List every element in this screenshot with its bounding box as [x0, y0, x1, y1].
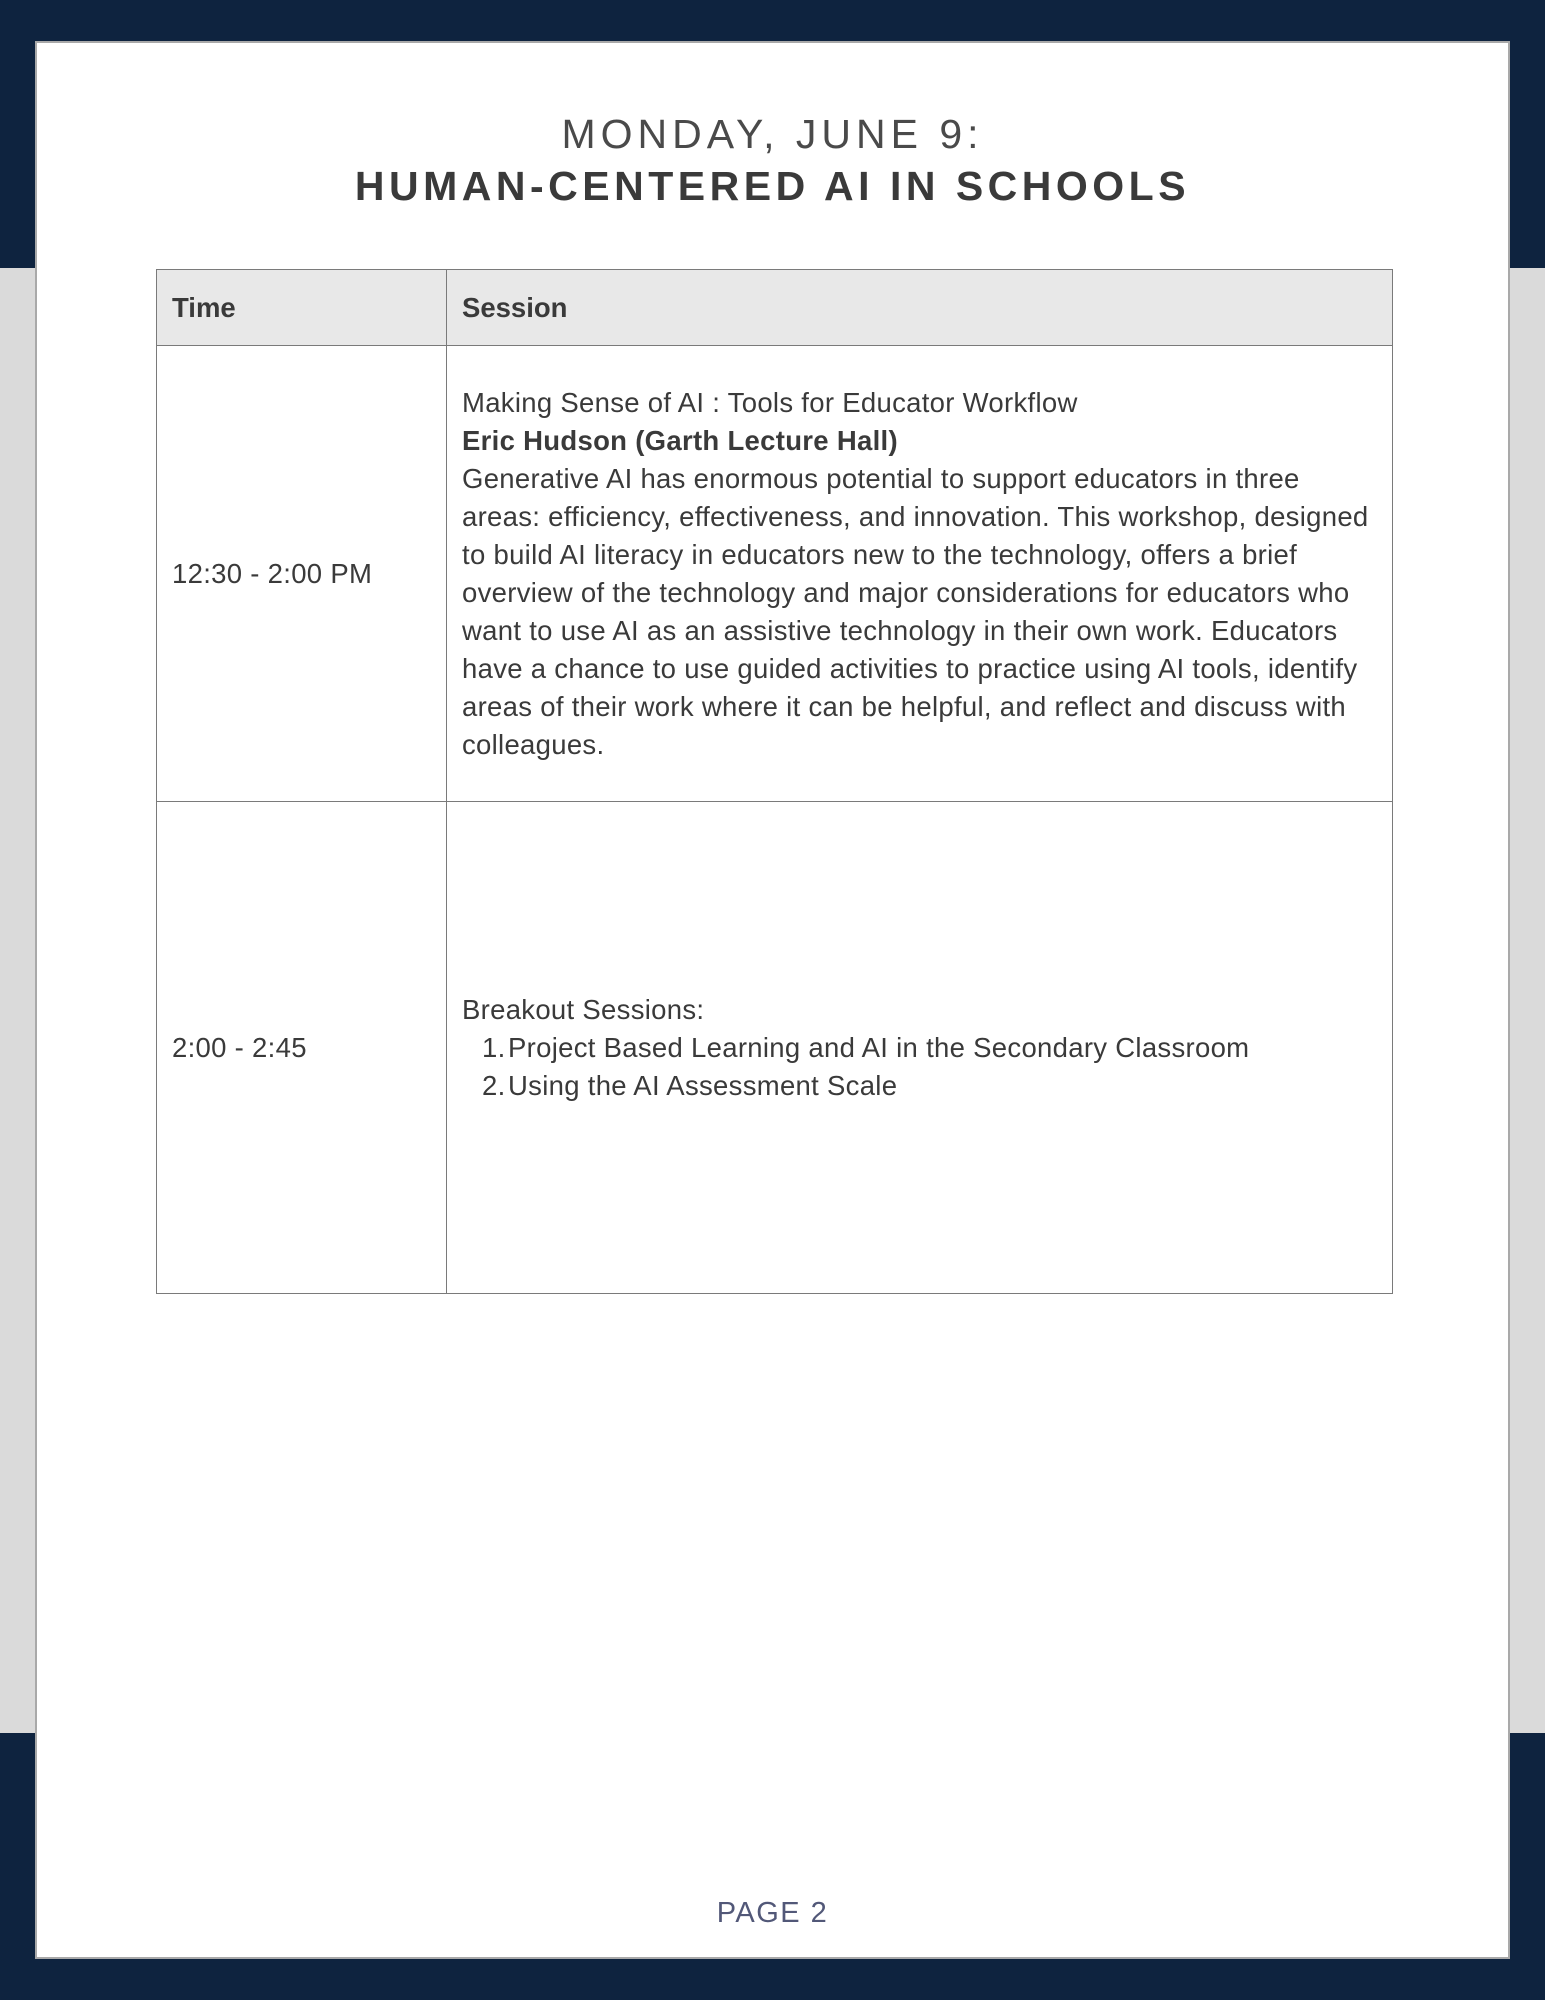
- list-item-number: 2.: [482, 1069, 506, 1101]
- column-header-session: Session: [447, 270, 1393, 346]
- schedule-table: [156, 269, 1393, 1294]
- table-header-row: [157, 270, 1393, 346]
- session-cell: [447, 346, 1393, 802]
- column-header-time: Time: [157, 270, 447, 346]
- list-item-text: Project Based Learning and AI in the Secondary Classroom: [508, 1031, 1250, 1063]
- table-row: [157, 802, 1393, 1294]
- page-title-date: MONDAY, JUNE 9:: [561, 111, 984, 157]
- session-description: Generative AI has enormous potential to support educators in three areas: efficiency, effectiveness, and innovation. This workshop, designed to build AI literacy in educators new to the technology, offers a brief overview of the technology and major considerations for educators who want to use AI as an assistive technology in their own work. Educators have a chance to use guided activities to practice using AI tools, identify areas of their work where it can be helpful, and reflect and discuss with colleagues.: [462, 462, 1369, 760]
- list-item: [482, 1029, 1377, 1067]
- time-cell: [157, 802, 447, 1294]
- session-time: 2:00 - 2:45: [172, 1031, 307, 1063]
- table-row: [157, 346, 1393, 802]
- session-cell: [447, 802, 1393, 1294]
- page-title-theme: HUMAN-CENTERED AI IN SCHOOLS: [354, 163, 1191, 209]
- session-title: Making Sense of AI : Tools for Educator Workflow: [462, 386, 1078, 418]
- page-number: PAGE 2: [716, 1897, 829, 1929]
- breakout-title: Breakout Sessions:: [462, 993, 705, 1025]
- session-time: 12:30 - 2:00 PM: [172, 557, 373, 589]
- list-item-text: Using the AI Assessment Scale: [508, 1069, 898, 1101]
- breakout-list: [462, 1029, 1377, 1105]
- time-cell: [157, 346, 447, 802]
- list-item: [482, 1067, 1377, 1105]
- list-item-number: 1.: [482, 1031, 506, 1063]
- document-page: [35, 41, 1510, 1959]
- session-speaker: Eric Hudson (Garth Lecture Hall): [462, 424, 898, 456]
